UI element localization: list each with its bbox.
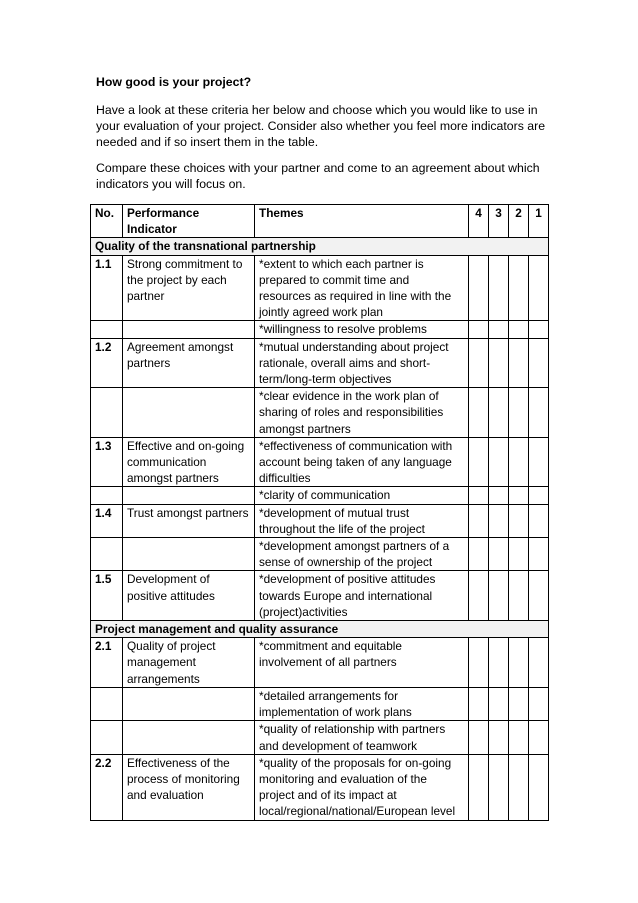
- cell-indicator: Development of positive attitudes: [123, 571, 255, 621]
- cell-theme: *mutual understanding about project rationale, overall aims and short-term/long-term objectives: [255, 338, 469, 388]
- table-row: [91, 388, 549, 438]
- score-cell-2[interactable]: [509, 638, 529, 688]
- table-header-row: [91, 205, 549, 238]
- score-cell-1[interactable]: [529, 487, 549, 504]
- header-themes: Themes: [255, 205, 469, 238]
- score-cell-1[interactable]: [529, 571, 549, 621]
- cell-theme: *clarity of communication: [255, 487, 469, 504]
- score-cell-4[interactable]: [469, 504, 489, 537]
- table-row: [91, 487, 549, 504]
- score-cell-1[interactable]: [529, 388, 549, 438]
- cell-number: [91, 487, 123, 504]
- section-title: Quality of the transnational partnership: [91, 238, 549, 255]
- cell-indicator: Agreement amongst partners: [123, 338, 255, 388]
- score-cell-3[interactable]: [489, 437, 509, 487]
- table-row: [91, 538, 549, 571]
- score-cell-3[interactable]: [489, 638, 509, 688]
- score-cell-1[interactable]: [529, 437, 549, 487]
- cell-number: 1.4: [91, 504, 123, 537]
- score-cell-1[interactable]: [529, 255, 549, 321]
- cell-theme: *development amongst partners of a sense of ownership of the project: [255, 538, 469, 571]
- header-score-4: 4: [469, 205, 489, 238]
- header-score-2: 2: [509, 205, 529, 238]
- cell-indicator: [123, 721, 255, 754]
- score-cell-3[interactable]: [489, 255, 509, 321]
- score-cell-4[interactable]: [469, 388, 489, 438]
- cell-number: 2.2: [91, 754, 123, 820]
- cell-number: [91, 721, 123, 754]
- table-row: [91, 437, 549, 487]
- table-row: [91, 754, 549, 820]
- score-cell-2[interactable]: [509, 687, 529, 720]
- score-cell-4[interactable]: [469, 721, 489, 754]
- table-row: [91, 321, 549, 338]
- score-cell-4[interactable]: [469, 687, 489, 720]
- score-cell-2[interactable]: [509, 437, 529, 487]
- score-cell-2[interactable]: [509, 338, 529, 388]
- score-cell-1[interactable]: [529, 687, 549, 720]
- page-title: How good is your project?: [96, 75, 252, 89]
- table-row: [91, 571, 549, 621]
- score-cell-2[interactable]: [509, 321, 529, 338]
- cell-number: 1.1: [91, 255, 123, 321]
- score-cell-3[interactable]: [489, 388, 509, 438]
- score-cell-1[interactable]: [529, 638, 549, 688]
- score-cell-3[interactable]: [489, 538, 509, 571]
- cell-number: 1.3: [91, 437, 123, 487]
- score-cell-4[interactable]: [469, 754, 489, 820]
- cell-indicator: [123, 487, 255, 504]
- score-cell-2[interactable]: [509, 504, 529, 537]
- section-title: Project management and quality assurance: [91, 621, 549, 638]
- score-cell-3[interactable]: [489, 571, 509, 621]
- score-cell-2[interactable]: [509, 754, 529, 820]
- score-cell-4[interactable]: [469, 487, 489, 504]
- cell-number: [91, 388, 123, 438]
- page-text: [96, 74, 548, 202]
- table-row: [91, 504, 549, 537]
- cell-indicator: [123, 321, 255, 338]
- section-row: [91, 238, 549, 255]
- cell-theme: *quality of relationship with partners and development of teamwork: [255, 721, 469, 754]
- score-cell-3[interactable]: [489, 338, 509, 388]
- cell-theme: *extent to which each partner is prepared to commit time and resources as required in line with the jointly agreed work plan: [255, 255, 469, 321]
- score-cell-1[interactable]: [529, 721, 549, 754]
- table-row: [91, 255, 549, 321]
- score-cell-4[interactable]: [469, 538, 489, 571]
- cell-indicator: [123, 687, 255, 720]
- cell-theme: *willingness to resolve problems: [255, 321, 469, 338]
- score-cell-4[interactable]: [469, 321, 489, 338]
- score-cell-2[interactable]: [509, 538, 529, 571]
- cell-indicator: Effective and on-going communication amongst partners: [123, 437, 255, 487]
- score-cell-1[interactable]: [529, 754, 549, 820]
- cell-theme: *development of mutual trust throughout the life of the project: [255, 504, 469, 537]
- criteria-table: [90, 204, 549, 821]
- table-row: [91, 721, 549, 754]
- cell-number: [91, 687, 123, 720]
- cell-theme: *commitment and equitable involvement of all partners: [255, 638, 469, 688]
- score-cell-2[interactable]: [509, 487, 529, 504]
- score-cell-3[interactable]: [489, 687, 509, 720]
- cell-indicator: Quality of project management arrangements: [123, 638, 255, 688]
- cell-indicator: Effectiveness of the process of monitoring and evaluation: [123, 754, 255, 820]
- cell-theme: *clear evidence in the work plan of sharing of roles and responsibilities amongst partners: [255, 388, 469, 438]
- intro-paragraph: Have a look at these criteria her below and choose which you would like to use in your evaluation of your project. Consider also whether you feel more indicators are needed and if so insert them in the table.: [96, 103, 546, 149]
- score-cell-3[interactable]: [489, 721, 509, 754]
- score-cell-2[interactable]: [509, 388, 529, 438]
- cell-indicator: Strong commitment to the project by each partner: [123, 255, 255, 321]
- score-cell-3[interactable]: [489, 487, 509, 504]
- header-score-3: 3: [489, 205, 509, 238]
- score-cell-4[interactable]: [469, 638, 489, 688]
- score-cell-2[interactable]: [509, 571, 529, 621]
- header-no: No.: [91, 205, 123, 238]
- score-cell-1[interactable]: [529, 504, 549, 537]
- score-cell-3[interactable]: [489, 504, 509, 537]
- score-cell-4[interactable]: [469, 255, 489, 321]
- score-cell-2[interactable]: [509, 721, 529, 754]
- score-cell-3[interactable]: [489, 754, 509, 820]
- cell-theme: *quality of the proposals for on-going monitoring and evaluation of the project and of its impact at local/regional/national/European level: [255, 754, 469, 820]
- score-cell-1[interactable]: [529, 338, 549, 388]
- section-row: [91, 621, 549, 638]
- cell-number: 1.2: [91, 338, 123, 388]
- score-cell-2[interactable]: [509, 255, 529, 321]
- header-indicator: Performance Indicator: [123, 205, 255, 238]
- score-cell-4[interactable]: [469, 571, 489, 621]
- score-cell-1[interactable]: [529, 538, 549, 571]
- cell-indicator: [123, 538, 255, 571]
- cell-indicator: [123, 388, 255, 438]
- cell-theme: *detailed arrangements for implementation of work plans: [255, 687, 469, 720]
- cell-number: [91, 321, 123, 338]
- score-cell-4[interactable]: [469, 437, 489, 487]
- score-cell-1[interactable]: [529, 321, 549, 338]
- table-row: [91, 687, 549, 720]
- cell-theme: *effectiveness of communication with account being taken of any language difficulties: [255, 437, 469, 487]
- table-row: [91, 338, 549, 388]
- score-cell-4[interactable]: [469, 338, 489, 388]
- score-cell-3[interactable]: [489, 321, 509, 338]
- intro-paragraph: Compare these choices with your partner and come to an agreement about which indicators you will focus on.: [96, 161, 540, 191]
- cell-theme: *development of positive attitudes towards Europe and international (project)activities: [255, 571, 469, 621]
- cell-number: 1.5: [91, 571, 123, 621]
- cell-number: 2.1: [91, 638, 123, 688]
- header-score-1: 1: [529, 205, 549, 238]
- cell-number: [91, 538, 123, 571]
- cell-indicator: Trust amongst partners: [123, 504, 255, 537]
- table-row: [91, 638, 549, 688]
